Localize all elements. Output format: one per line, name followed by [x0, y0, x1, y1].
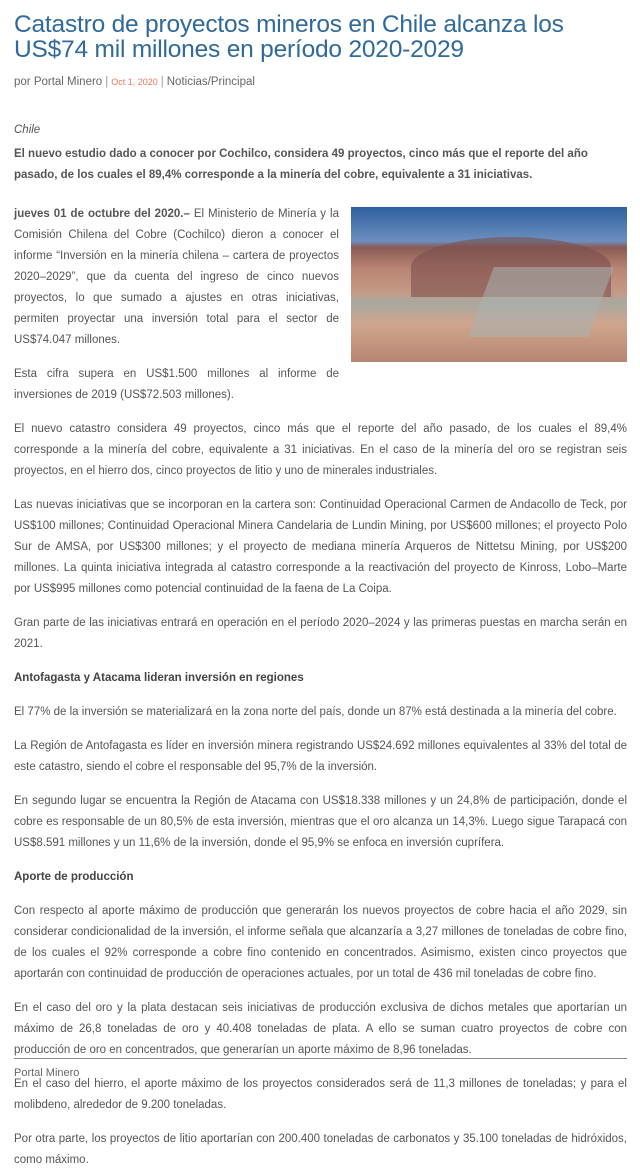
paragraph: El nuevo catastro considera 49 proyectos, cinco más que el reporte del año pasado, de los cuales el 89,4% corresponde a la minería del cobre, equivalente a 31 iniciativas. En el caso de la minería del oro se registran seis proyectos, en el hierro dos, cinco proyectos de litio y uno de minerales industriales. — [14, 423, 627, 477]
date: Oct 1, 2020 — [111, 77, 158, 87]
paragraph: El 77% de la inversión se materializará en la zona norte del país, donde un 87% está destinada a la minería del cobre. — [14, 706, 617, 718]
subheading: Antofagasta y Atacama lideran inversión en regiones — [14, 672, 304, 684]
paragraph: Las nuevas iniciativas que se incorporan en la cartera son: Continuidad Operacional Carmen de Andacollo de Teck, por US$100 millones; Continuidad Operacional Minera Candelaria de Lundin Mining, por US$600 millones; el proyecto Polo Sur de AMSA, por US$300 millones; y el proyecto de mediana minería Arqueros de Nittetsu Mining, por US$200 millones. La quinta iniciativa integrada al catastro corresponde a la reactivación del proyecto de Kinross, Lobo–Marte por US$995 millones como potencial continuidad de la faena de La Coipa. — [14, 499, 627, 595]
paragraph: En segundo lugar se encuentra la Región de Atacama con US$18.338 millones y un 24,8% de participación, donde el cobre es responsable de un 80,5% de esta inversión, mientras que el oro alcanza un 14,3%. Luego sigue Tarapacá con US$8.591 millones y un 11,6% de la inversión, donde el 95,9% se enfoca en inversión cuprífera. — [14, 795, 627, 849]
author-link[interactable]: por Portal Minero — [14, 76, 103, 88]
paragraph: Esta cifra supera en US$1.500 millones al informe de inversiones de 2019 (US$72.503 millones). — [14, 368, 339, 401]
lead-paragraph: El nuevo estudio dado a conocer por Cochilco, considera 49 proyectos, cinco más que el reporte del año pasado, de los cuales el 89,4% corresponde a la minería del cobre, equivalente a 31 iniciativas. — [14, 148, 588, 181]
paragraph: En el caso del oro y la plata destacan seis iniciativas de producción exclusiva de dichos metales que aportarían un máximo de 26,8 toneladas de oro y 40.408 toneladas de plata. A ello se suman cuatro proyectos de cobre con producción de oro en concentrados, que generarían un aporte máximo de 8,96 toneladas. — [14, 1002, 627, 1056]
separator: | — [105, 76, 109, 88]
footer-source: Portal Minero — [14, 1058, 627, 1079]
paragraph: Con respecto al aporte máximo de producción que generarán los nuevos proyectos de cobre hacia el año 2029, sin considerar condicionalidad de la inversión, el informe señala que alcanzaría a 3,27 millones de toneladas de cobre fino, de los cuales el 92% corresponde a cobre fino contenido en concentrados. Asimismo, existen cinco proyectos que aportarán con continuidad de producción de operaciones actuales, por un total de 436 mil toneladas de cobre fino. — [14, 905, 627, 980]
paragraph: En el caso del hierro, el aporte máximo de los proyectos considerados será de 11,3 millones de toneladas; y para el molibdeno, alrededor de 9.200 toneladas. — [14, 1078, 627, 1111]
location: Chile — [14, 124, 41, 136]
mine-photo — [351, 207, 627, 362]
article-title: Catastro de proyectos mineros en Chile alcanza los US$74 mil millones en período 2020-2029 — [14, 11, 564, 63]
separator: | — [160, 76, 164, 88]
intro-text: El Ministerio de Minería y la Comisión Chilena del Cobre (Cochilco) dieron a conocer el informe “Inversión en la minería chilena – cartera de proyectos 2020–2029”, que da cuenta del ingreso de cinco nuevos proyectos, lo que sumado a ajustes en otras iniciativas, permiten proyectar una inversión total para el sector de US$74.047 millones. — [14, 208, 339, 346]
article-meta — [14, 76, 627, 88]
paragraph: Gran parte de las iniciativas entrará en operación en el período 2020–2024 y las primeras puestas en marcha serán en 2021. — [14, 617, 627, 650]
dateline: jueves 01 de octubre del 2020.– — [14, 208, 190, 220]
paragraph: Por otra parte, los proyectos de litio aportarían con 200.400 toneladas de carbonatos y 35.100 toneladas de hidróxidos, como máximo. — [14, 1133, 627, 1166]
subheading: Aporte de producción — [14, 871, 134, 883]
category-link[interactable]: Noticias/Principal — [166, 76, 255, 88]
paragraph: La Región de Antofagasta es líder en inversión minera registrando US$24.692 millones equivalentes al 33% del total de este catastro, siendo el cobre el responsable del 95,7% de la inversión. — [14, 740, 627, 773]
